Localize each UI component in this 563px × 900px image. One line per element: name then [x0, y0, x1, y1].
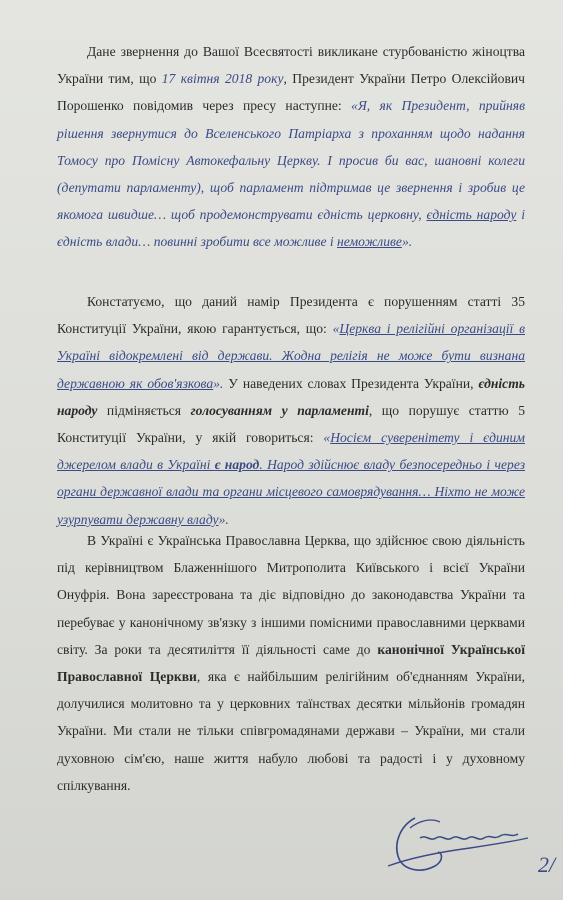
p1-quote-1: «Я, як Президент, прийняв рішення звернутися до Вселенського Патріарха з проханням щодо надання Томосу про Помісну Автокефальну Церкву. І просив би вас, шановні колеги (депутати парламенту), щоб парламент підтримав це звернення і зробив це якомога швидше… щоб продемонструвати єдність церковну,: [57, 98, 525, 223]
p2-bold-2: голосуванням у парламенті: [190, 402, 369, 418]
p3-text-1: В Україні є Українська Православна Церква, що здійснює свою діяльність під керівництвом Блаженнішого Митрополита Київського і всієї України Онуфрія. Вона зареєстрована та діє відповідно до законодавства України та перебуває у канонічному зв'язку з іншими помісними православними церквами світу. За роки та десятиліття її діяльності саме до: [57, 533, 525, 657]
p2-quote-2-close: ».: [218, 511, 229, 527]
p1-quote-underlined-2: неможливе: [337, 234, 402, 250]
p1-quote-3: ».: [401, 234, 413, 250]
p2-quote-1-close: ».: [213, 375, 224, 391]
p2-quote-2a: Носієм суверенітету і єдиним джерелом влади в Україні: [57, 430, 525, 473]
p2-text-2: У наведених словах Президента України,: [223, 375, 479, 391]
p2-text-4: , що порушує статтю 5 Конституції України, у якій говориться:: [57, 402, 525, 446]
p1-quote-2: і єдність влади… повинні зробити все можливе і: [57, 207, 525, 250]
p1-text-2: , Президент України Петро Олексійович Порошенко повідомив через пресу наступне:: [57, 71, 525, 114]
p2-quote-1: Церква і релігійні організації в Україні відокремлені від держави. Жодна релігія не може бути визнана державною як обов'язкова: [57, 321, 525, 391]
p2-quote-1-open: «: [332, 321, 340, 337]
p3-text-2: , яка є найбільшим релігійним об'єднанням України, долучилися молитовно та у церковних таїнствах десятки мільйонів громадян України. Ми стали не тільки співгромадянами держави – України, ми стали духовною сім'єю, наше життя набуло любові та радості і у духовному спілкування.: [57, 669, 525, 793]
signature-image: [380, 808, 530, 888]
p2-quote-2-bold: є народ: [214, 457, 260, 473]
paragraph-2: [57, 288, 525, 533]
p2-text-1: Констатуємо, що даний намір Президента є порушенням статті 35 Конституції України, якою гарантується, що:: [57, 294, 525, 337]
page-number: 2/: [538, 852, 556, 877]
p2-quote-2b: . Народ здійснює владу безпосередньо і через органи державної влади та органи місцевого самоврядування… Ніхто не може узурпувати державну владу: [57, 457, 525, 527]
p1-text-1: Дане звернення до Вашої Всесвятості викликане стурбованістю жіноцтва України тим, що: [57, 44, 525, 87]
paragraph-1: [57, 38, 525, 256]
paragraph-3: [57, 527, 525, 799]
p1-quote-underlined-1: єдність народу: [426, 207, 517, 223]
p1-date: 17 квітня 2018 року: [161, 71, 284, 87]
p2-quote-2-open: «: [323, 430, 331, 446]
p3-bold: канонічної Української Православної Церкви: [57, 641, 525, 685]
p2-bold-1: єдність народу: [57, 375, 525, 418]
p2-text-3: підміняється: [97, 402, 191, 418]
